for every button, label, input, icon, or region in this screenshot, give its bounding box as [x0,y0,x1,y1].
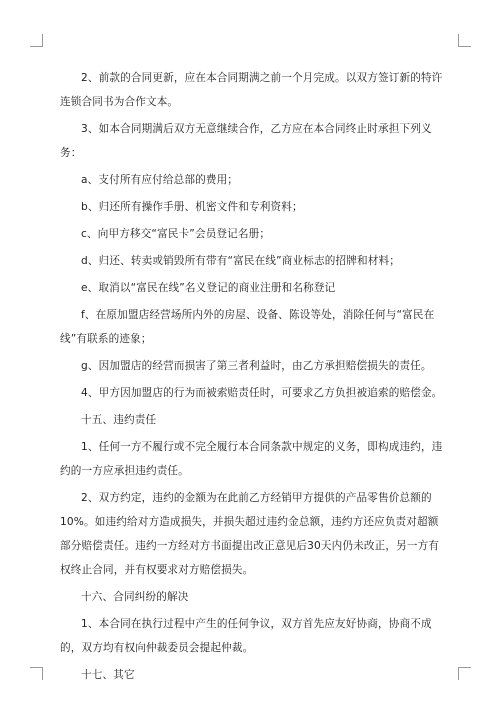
paragraph-breach-penalty: 2、双方约定，违约的金额为在此前乙方经销甲方提供的产品零售价总额的10%。如违约给对方造成损失，并损失超过违约金总额，违约方还应负责对超额部分赔偿责任。违约一方经对方书面提出改正意见后30天内仍未改正，另一方有权终止合同，并有权要求对方赔偿损失。 [60,492,440,576]
list-item-f: f、在原加盟店经营场所内外的房屋、设备、陈设等处，消除任何与“富民在线”有联系的迹象； [60,309,435,345]
paragraph-dispute-resolution: 1、本合同在执行过程中产生的任何争议，双方首先应友好协商，协商不成的，双方均有权向仲裁委员会提起仲裁。 [60,618,432,654]
list-item-e: e、取消以“富民在线”名义登记的商业注册和名称登记 [81,282,336,294]
section-heading-other: 十七、其它 [81,669,135,681]
list-item-c: c、向甲方移交“富民卡”会员登记名册； [81,228,271,240]
crop-mark-top-left [30,34,43,47]
list-item-g: g、因加盟店的经营而损害了第三者利益时，由乙方承担赔偿损失的责任。 [81,360,432,372]
document-body [60,66,446,690]
section-heading-breach: 十五、违约责任 [81,414,157,426]
section-heading-disputes: 十六、合同纠纷的解决 [81,591,189,603]
list-item-d: d、归还、转卖或销毁所有带有“富民在线”商业标志的招牌和材料； [81,255,400,267]
crop-mark-top-right [458,34,471,47]
crop-mark-bottom-right [458,667,471,680]
list-item-a: a、支付所有应付给总部的费用； [81,174,239,186]
crop-mark-bottom-left [30,667,43,680]
paragraph-breach-definition: 1、任何一方不履行或不完全履行本合同条款中规定的义务，即构成违约，违约的一方应承担违约责任。 [60,441,443,477]
list-item-b: b、归还所有操作手册、机密文件和专利资料； [81,201,303,213]
paragraph-contract-renewal: 2、前款的合同更新，应在本合同期满之前一个月完成。以双方签订新的特许连锁合同书为合作文本。 [60,72,443,108]
paragraph-termination-obligations: 3、如本合同期满后双方无意继续合作，乙方应在本合同终止时承担下列义务： [60,123,432,159]
paragraph-claim-compensation: 4、甲方因加盟店的行为而被索赔责任时，可要求乙方负担被追索的赔偿金。 [81,387,443,399]
